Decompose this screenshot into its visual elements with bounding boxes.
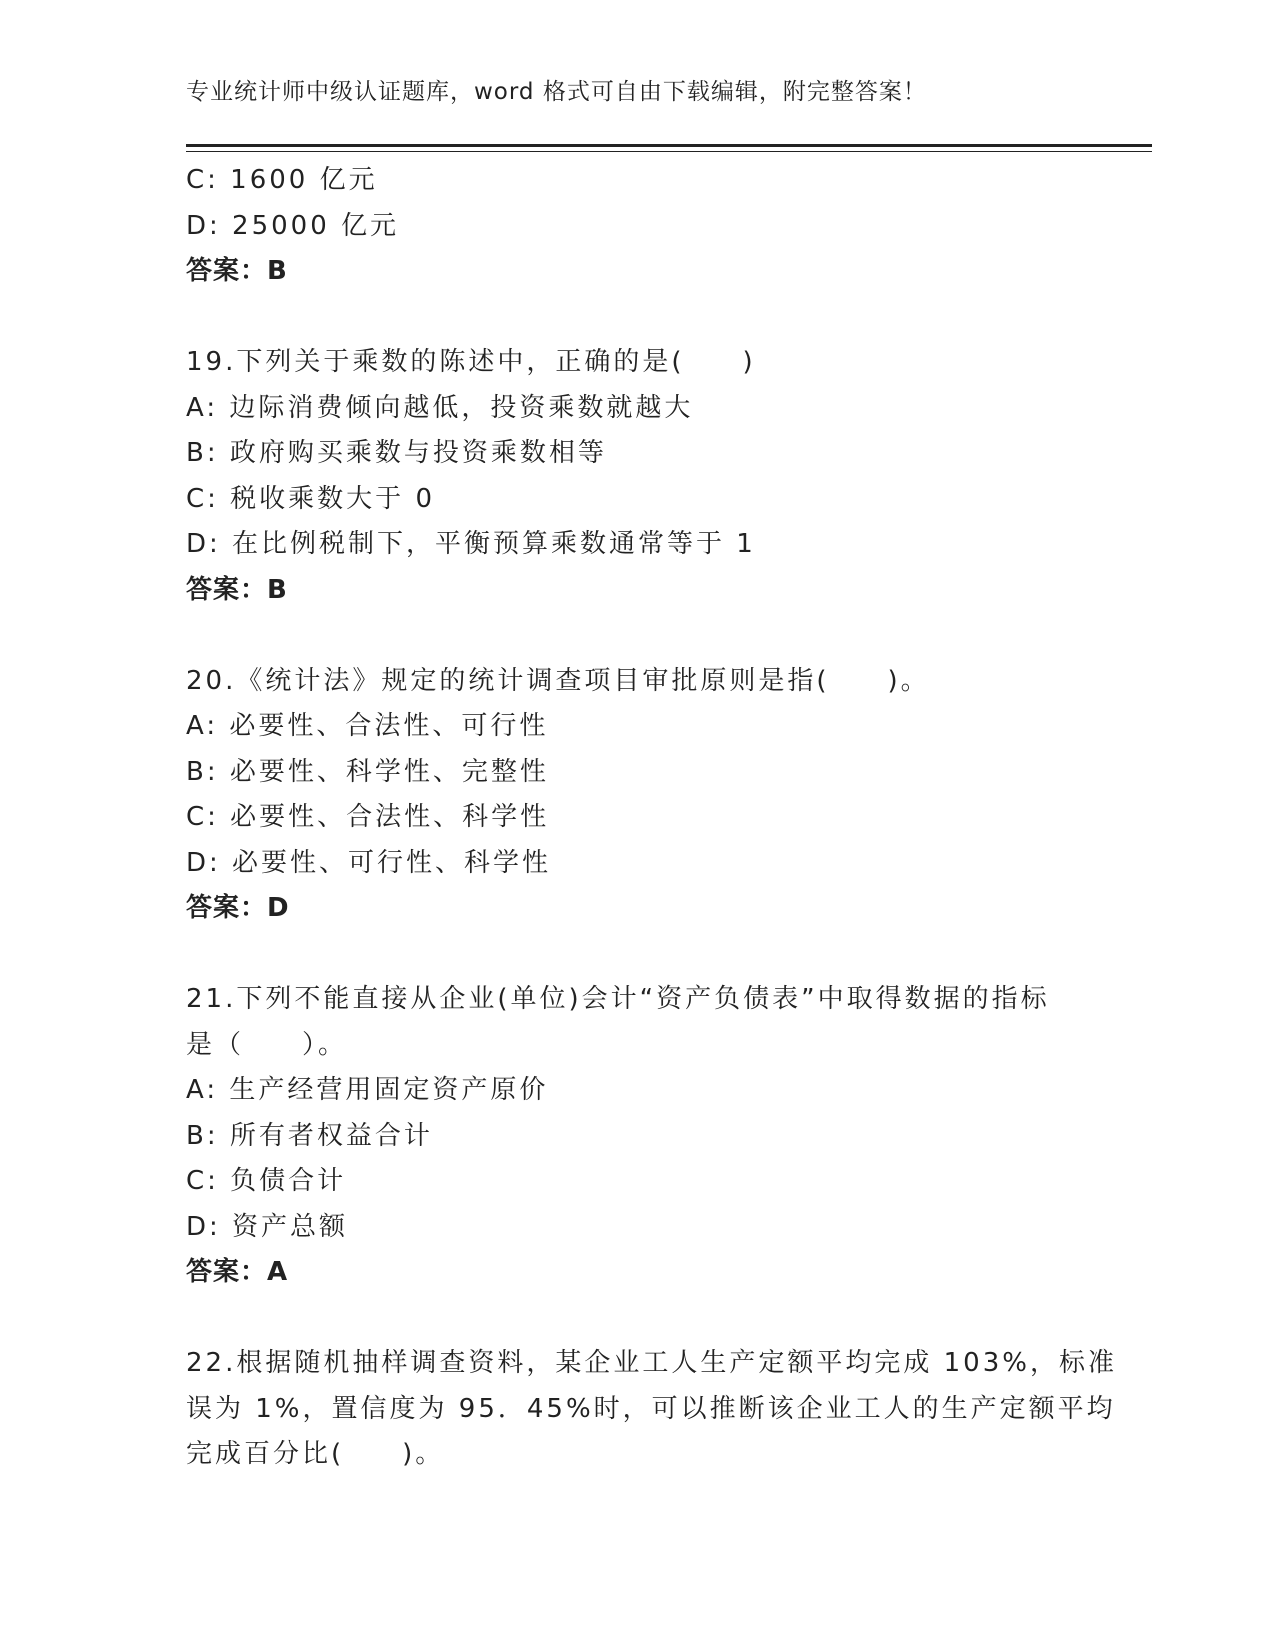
page-header: 专业统计师中级认证题库，word 格式可自由下载编辑，附完整答案！ (186, 79, 927, 105)
lead-option-c: C: 1600 亿元 (186, 165, 378, 195)
spacer (186, 932, 1116, 978)
answer: 答案：B (186, 574, 288, 605)
spacer (186, 295, 1116, 341)
option-d: D: 在比例税制下，平衡预算乘数通常等于 1 (186, 529, 756, 559)
question-stem-line-2: 是（ ）。 (186, 1029, 348, 1060)
question-19 (186, 340, 1116, 613)
answer: 答案：A (186, 1257, 289, 1287)
document-body (186, 158, 1116, 1478)
question-21 (186, 977, 1116, 1296)
lead-answer: 答案：B (186, 256, 288, 286)
spacer (186, 1296, 1116, 1342)
option-c: C: 税收乘数大于 0 (186, 483, 435, 514)
spacer (186, 613, 1116, 659)
question-stem: 19.下列关于乘数的陈述中，正确的是( ) (186, 347, 756, 377)
question-20 (186, 659, 1116, 932)
question-stem-line-1: 22.根据随机抽样调查资料，某企业工人生产定额平均完成 103%，标准 (186, 1348, 1117, 1378)
question-22 (186, 1341, 1116, 1478)
option-d: D: 资产总额 (186, 1211, 349, 1242)
question-stem-line-2: 误为 1%，置信度为 95．45%时，可以推断该企业工人的生产定额平均 (186, 1393, 1116, 1424)
option-c: C: 必要性、合法性、科学性 (186, 802, 550, 832)
option-b: B: 政府购买乘数与投资乘数相等 (186, 438, 607, 468)
lead-option-d: D: 25000 亿元 (186, 210, 400, 241)
question-stem-line-3: 完成百分比( )。 (186, 1439, 445, 1469)
answer: 答案：D (186, 893, 290, 923)
option-a: A: 生产经营用固定资产原价 (186, 1075, 549, 1105)
option-c: C: 负债合计 (186, 1166, 347, 1196)
option-b: B: 必要性、科学性、完整性 (186, 756, 549, 787)
question-stem-line-1: 21.下列不能直接从企业(单位)会计“资产负债表”中取得数据的指标 (186, 984, 1050, 1014)
option-a: A: 必要性、合法性、可行性 (186, 711, 549, 741)
header-rule (186, 144, 1152, 152)
option-d: D: 必要性、可行性、科学性 (186, 847, 552, 878)
question-stem: 20.《统计法》规定的统计调查项目审批原则是指( )。 (186, 665, 930, 696)
option-a: A: 边际消费倾向越低，投资乘数就越大 (186, 392, 694, 423)
option-b: B: 所有者权益合计 (186, 1120, 433, 1151)
